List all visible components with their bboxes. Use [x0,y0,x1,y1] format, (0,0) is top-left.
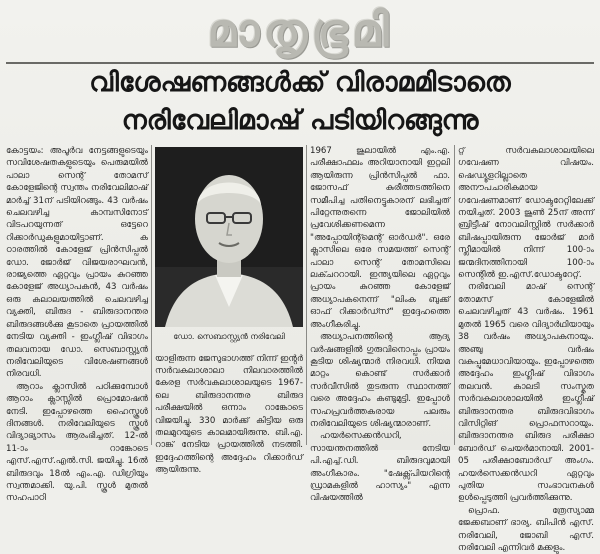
masthead-title: മാതൃഭൂമി [207,3,393,57]
article-paragraph: ആറാം ക്ലാസിൽ പഠിക്കുമ്പോൾ ആറാം ക്ലാസ്സിൽ പ്രൊമോഷൻ നേടി. ഇപ്പോഴത്തെ ഹൈസ്കൂൾ ദിനങ്ങൾ. നരിവേലിയുടെ സ്കൂൾ വിദ്യാഭ്യാസം ആരംഭിച്ചത്. 12-ൽ 11-ാം റാങ്കോടെ എസ്.എസ്.എൽ.സി. ജയിച്ചു. 16ൽ ബിരുദവും 18ൽ എം.എ. ഡിഗ്രിയും സ്വന്തമാക്കി. യു.പി. സ്കൂൾ മുതൽ സഹപാഠി [6,381,148,504]
article-paragraph: കോട്ടയം: അപൂർവ നേട്ടങ്ങളുടെയും സവിശേഷതകളുടെയും പെരുമയിൽ പാലാ സെന്റ് തോമസ് കോളേജിന്റെ സ്വന്തം നരിവേലിമാഷ് മാർച്ച് 31ന് പടിയിറങ്ങും. 43 വർഷം ചെലവഴിച്ച കാമ്പസിനോട് വിടപറയുന്നത് ഒട്ടേറെ റിക്കാർഡുകളുമായിട്ടാണ്. ക ഠാരത്തിൽ കോളേജ് പ്രിൻസിപ്പൽ ഡോ. ജോർജ് വിജയരാഘവൻ, രാജ്യത്തെ ഏറ്റവും പ്രായം കുറഞ്ഞ കോളേജ് അധ്യാപകൻ, 43 വർഷം ഒരു കലാലയത്തിൽ ചെലവഴിച്ച വ്യക്തി, ബിരുദ - ബിരുദാനന്തര ബിരുദങ്ങൾക്കു കൂടാതെ പ്രായത്തിൽ നേടിയ വ്യക്തി - ഇംഗ്ലീഷ് വിഭാഗം തലവനായ ഡോ. സെബാസ്റ്റ്യൻ നരിവേലിയുടെ വിശേഷണങ്ങൾ നിരവധി. [6,146,148,380]
column-divider [306,145,307,445]
newspaper-masthead [0,0,600,62]
article-column-2-lower [155,344,303,485]
portrait-image [155,147,303,327]
article-paragraph: അധ്യാപനത്തിന്റെ ആദ്യ വർഷങ്ങളിൽ ഗുരുവിനൊപ്പം പ്രായം കൂടിയ ശിഷ്യന്മാർ നിരവധി. നിയമ മാറ്റം കൊണ്ട് സർക്കാർ സർവീസിൽ തുടരുന്ന സ്ഥാനത്ത് വരെ അദ്ദേഹം കണ്ടുമുട്ടി. ഇപ്പോൾ സഹപ്രവർത്തകരായ പലരും നരിവേലിയുടെ ശിഷ്യന്മാരാണ്. [310,332,450,429]
article-paragraph: യാളിരുന്ന ജേസുഭാഗത്ത് നിന്ന് ഇൻ്റർ സർവകലാശാലാ നിലവാരത്തിൽ കേരള സർവകലാശാലയുടെ 1967-ലെ ബിരുദാനന്തര ബിരുദ പരീക്ഷയിൽ ഒന്നാം റാങ്കോടെ വിജയിച്ചു. 330 മാർക്ക് കിട്ടിയ ഒരു തലമുറയുടെ കാലമായിരുന്നു. ബി.എ. റാങ്ക് നേടിയ പ്രായത്തിൽ നടത്തി. ഇദ്ദേഹത്തിന്റെ അദ്ദേഹം റിക്കാർഡ് ആയിരുന്നു. [155,353,303,476]
article-column-2 [310,145,450,504]
article-paragraph: റ്റ് സർവകലാശാലയിലെ ഗവേഷണ വിഷയം. ഷെഡ്യൂളറില്ലാതെ അനൗപചാരികമായ ഗവേഷണമാണ് ഡോക്ടറേറ്റിലേക്ക് നയിച്ചത്. 2003 ജൂൺ 25ന് അന്ന് ബ്രിട്ടീഷ് നോവലിസ്റ്റിൽ സർക്കാർ ബിഷപ്പായിരുന്ന ജോർജ് മാർ സ്ലീമായിൽ നിന്ന് 100-ാം ജന്മദിനത്തിനായി 100-ാം സെന്റിൽ ഇ.എസ്.ഡോക്ടറേറ്റ്. [458,146,594,281]
photo-caption: ഡോ. സെബാസ്റ്റ്യൻ നരിവേലി [173,332,285,341]
portrait-photo [155,147,303,327]
masthead-rule [6,62,594,64]
column-divider [151,145,152,445]
article-paragraph: പ്രൊഫ. ത്രേസ്യാമ്മ ജേക്കബാണ് ഭാര്യ. ബിപിൻ എസ്. നരിവേലി, ജോബി എസ്. നരിവേലി എന്നിവർ മക്കളും. [458,505,594,553]
article-column-3 [458,145,594,553]
article-paragraph: 1967 ജൂലായിൽ എം.എ. പരീക്ഷാഫലം അറിയാനായി ഇറ്റലി ആയിരുന്ന പ്രിൻസിപ്പൽ ഫാ. ജോസഫ് കുരീത്തടത്തിനെ സമീപിച്ച പതിനെട്ടുകാരന് ലഭിച്ചത് പിറ്റേന്നുതന്നെ ജോലിയിൽ പ്രവേശിക്കണമെന്ന "അപ്പോയിന്റ്മെന്റ് ഓർഡർ". ഒരേ ക്ലാസിലെ ഒരേ സമയത്ത് സെന്റ് പാലാ സെന്റ് തോമസിലെ ലക്ചററായി. ഇന്ത്യയിലെ ഏറ്റവും പ്രായം കുറഞ്ഞ കോളേജ് അധ്യാപകനെന്ന് "ലിംക ബുക്ക് ഓഫ് റിക്കാർഡ്സ്" ഇദ്ദേഹത്തെ അംഗീകരിച്ചു. [310,146,450,330]
headline-line-2: നരിവേലിമാഷ് പടിയിറങ്ങുന്നു [121,105,479,136]
headline-line-1: വിശേഷണങ്ങൾക്ക് വിരാമമിടാതെ [89,67,511,98]
article-column-1 [6,145,148,504]
article-paragraph: ഹയർസെക്കൻഡറി, സായന്തനത്തിൽ നേടിയ പി.എച്ച്.ഡി. ബിരുദവുമായി അംഗീകാരം. "ഷേക്സ്പിയറിന്റെ ഡ്രാമകളിൽ ഹാസ്യം" എന്ന വിഷയത്തിൽ [310,431,450,504]
article-paragraph: നരിവേലി മാഷ് സെന്റ് തോമസ് കോളേജിൽ ചെലവഴിച്ചത് 43 വർഷം. 1961 മുതൽ 1965 വരെ വിദ്യാർഥിയായും 38 വർഷം അധ്യാപകനായും. അഞ്ചു വർഷം വകുപ്പുമേധാവിയായും. ഇപ്പോഴത്തെ അദ്ദേഹം ഇംഗ്ലീഷ് വിഭാഗം തലവൻ. കാലടി സംസ്കൃത സർവകലാശാലയിൽ ഇംഗ്ലീഷ് ബിരുദാനന്തര ബിരുദവിഭാഗം വിസിറ്റിങ് പ്രൊഫസറായും. ബിരുദാനന്തര ബിരുദ പരീക്ഷാ ബോർഡ് ചെയർമാനായി. 2001-05 പരീക്ഷാബോർഡ് അംഗം. ഹയർസെക്കൻഡറി ഏറ്റവും പുതിയ സംഭാവനകൾ ഉൾപ്പെടുത്തി പ്രവർത്തിക്കുന്നു. [458,282,594,504]
column-divider [454,145,455,445]
